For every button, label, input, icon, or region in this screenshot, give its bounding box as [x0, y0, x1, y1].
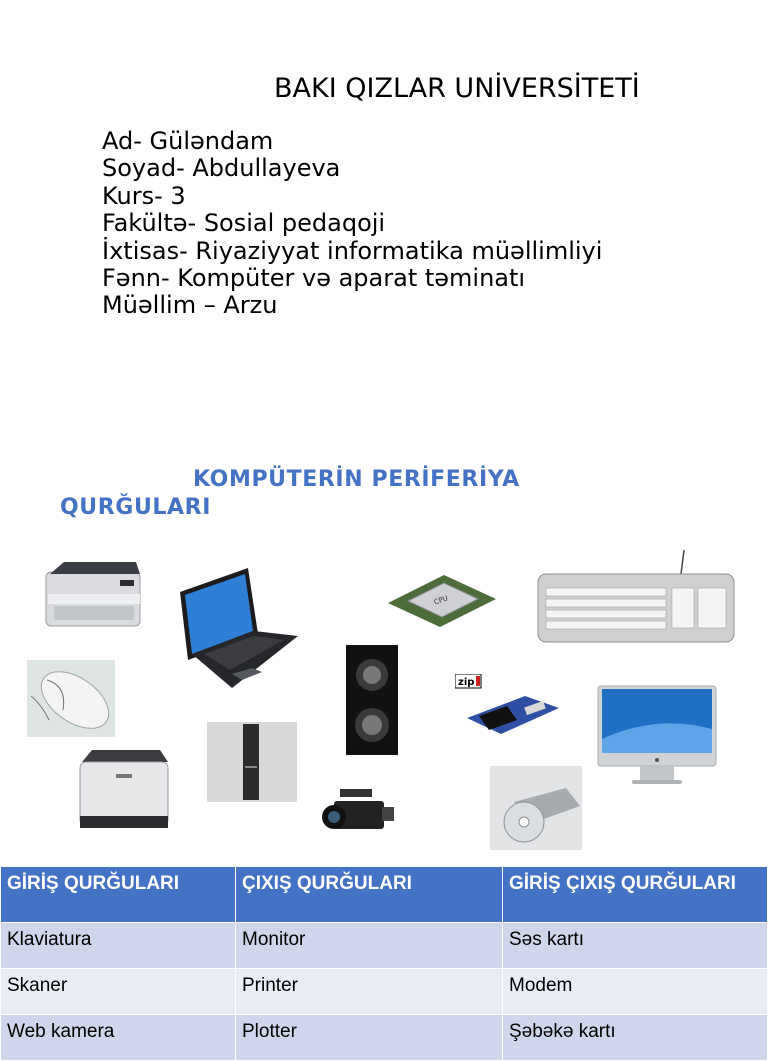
info-subject: Fənn- Kompüter və aparat təminatı [102, 263, 526, 292]
table-row [1, 969, 768, 1015]
table-cell: Printer [236, 969, 503, 1015]
table-row [1, 923, 768, 969]
header-output: ÇIXIŞ QURĞULARI [236, 867, 503, 923]
zip-drive-image [455, 674, 563, 738]
mouse-image [27, 660, 115, 737]
info-course: Kurs- 3 [102, 181, 186, 210]
info-surname: Soyad- Abdullayeva [102, 154, 341, 183]
optical-drive-image [490, 766, 582, 850]
monitor-image [596, 684, 718, 788]
table-cell: Skaner [1, 969, 236, 1015]
header-input: GİRİŞ QURĞULARI [1, 867, 236, 923]
table-cell: Şəbəkə kartı [503, 1015, 768, 1061]
info-teacher: Müəllim – Arzu [102, 291, 278, 320]
info-specialty: İxtisas- Riyaziyyat informatika müəllimliyi [102, 236, 603, 265]
zip-logo: zip [458, 677, 475, 688]
student-info [102, 128, 602, 320]
table-cell: Modem [503, 969, 768, 1015]
svg-text:CPU: CPU [432, 594, 450, 607]
table-row [1, 1015, 768, 1061]
camera-image [320, 783, 396, 837]
info-faculty: Fakültə- Sosial pedaqoji [102, 209, 386, 238]
header-input-output: GİRİŞ ÇIXIŞ QURĞULARI [503, 867, 768, 923]
table-header-row [1, 867, 768, 923]
table-cell: Monitor [236, 923, 503, 969]
cpu-image [384, 573, 499, 629]
section-heading-line1: KOMPÜTERİN PERİFERİYA [193, 467, 520, 492]
info-name: Ad- Güləndam [102, 127, 274, 155]
university-title: BAKI QIZLAR UNİVERSİTETİ [274, 73, 640, 104]
laptop-image [176, 562, 302, 692]
scanner-image [76, 746, 172, 836]
section-heading-line2: QURĞULARI [60, 495, 211, 520]
keyboard-image [536, 548, 736, 644]
table-cell: Səs kartı [503, 923, 768, 969]
speakers-image [346, 645, 400, 757]
plotter-image [207, 722, 297, 802]
table-cell: Klaviatura [1, 923, 236, 969]
table-cell: Web kamera [1, 1015, 236, 1061]
table-cell: Plotter [236, 1015, 503, 1061]
printer-image [40, 558, 144, 632]
devices-table [0, 866, 768, 1061]
